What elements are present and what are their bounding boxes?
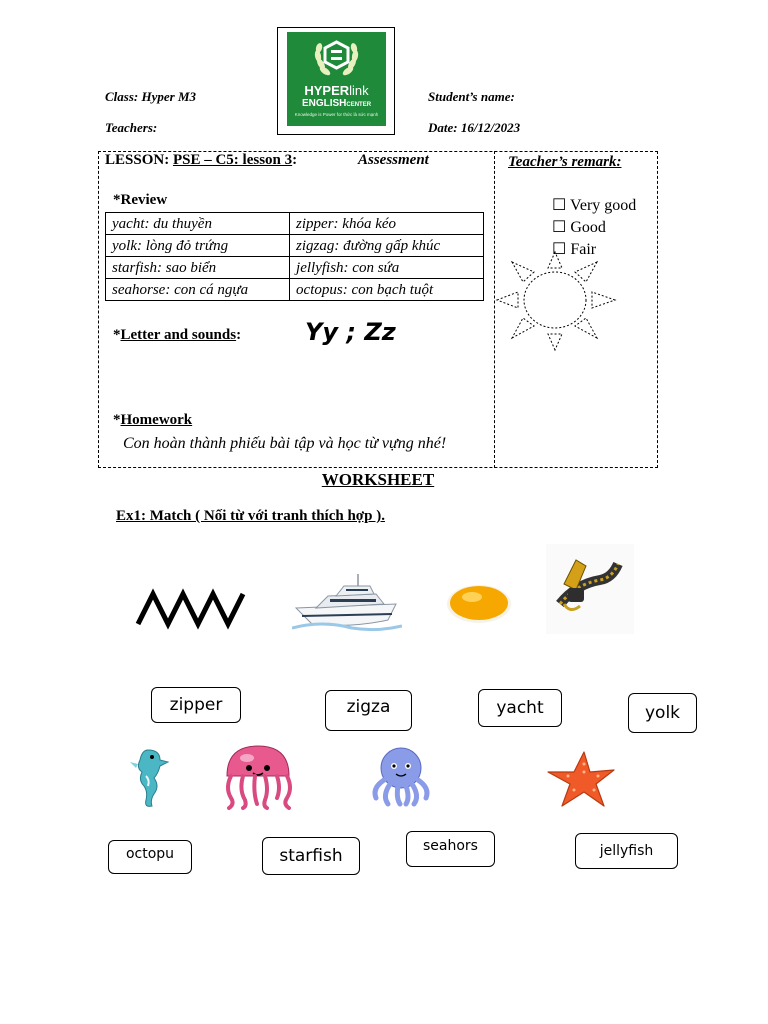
word-box-starfish[interactable]: starfish (262, 837, 360, 875)
sun-icon (494, 246, 618, 356)
letters-value: Yy ; Zz (305, 318, 396, 346)
worksheet-title: WORKSHEET (321, 470, 435, 489)
vocab-cell: seahorse: con cá ngựa (106, 279, 290, 301)
jellyfish-image (219, 742, 297, 810)
zigzag-image (135, 588, 247, 630)
vocab-cell: zipper: khóa kéo (290, 213, 484, 235)
lesson-type: Assessment (358, 152, 429, 168)
review-heading: *Review (113, 192, 168, 208)
table-row (106, 213, 484, 235)
word-box-zigza[interactable]: zigza (325, 690, 412, 731)
student-name-line: Student’s name: (428, 89, 515, 104)
vocab-cell: octopus: con bạch tuột (290, 279, 484, 301)
logo-brand: HYPERlink (304, 83, 369, 98)
vocab-cell: zigzag: đường gấp khúc (290, 235, 484, 257)
starfish-image (544, 750, 618, 810)
word-box-seahors[interactable]: seahors (406, 831, 495, 867)
yacht-image (292, 568, 402, 634)
word-box-zipper[interactable]: zipper (151, 687, 241, 723)
teacher-remark-heading: Teacher’s remark: (508, 154, 622, 170)
vocab-cell: jellyfish: con sứa (290, 257, 484, 279)
zipper-image (546, 544, 634, 634)
logo-tagline: Knowledge is Power for thức là sức mạnh (294, 112, 379, 117)
letters-label: *Letter and sounds: (113, 327, 242, 343)
octopus-image (368, 744, 434, 808)
word-box-octopu[interactable]: octopu (108, 840, 192, 874)
lesson-title: LESSON: PSE – C5: lesson 3: (105, 152, 298, 168)
word-box-yacht[interactable]: yacht (478, 689, 562, 727)
remark-option-fair[interactable]: ☐ Fair (552, 241, 597, 258)
remark-option-good[interactable]: ☐ Good (552, 219, 606, 236)
table-row (106, 279, 484, 301)
exercise-instruction: Ex1: Match ( Nối từ với tranh thích hợp ). (116, 508, 385, 524)
homework-label: *Homework (113, 412, 193, 428)
table-row (106, 257, 484, 279)
date-line: Date: 16/12/2023 (428, 120, 521, 135)
word-box-yolk[interactable]: yolk (628, 693, 697, 733)
homework-text: Con hoàn thành phiếu bài tập và học từ vựng nhé! (123, 435, 447, 452)
class-line: Class: Hyper M3 (105, 89, 196, 104)
laurel-icon (287, 34, 386, 84)
teachers-line: Teachers: (105, 120, 158, 135)
word-box-jellyfish[interactable]: jellyfish (575, 833, 678, 869)
vocab-table (105, 212, 484, 301)
vocab-cell: yacht: du thuyền (106, 213, 290, 235)
table-row (106, 235, 484, 257)
logo-subtitle: ENGLISHCENTER (301, 98, 372, 109)
logo-background (287, 32, 386, 126)
remark-option-very-good[interactable]: ☐ Very good (552, 197, 637, 214)
vocab-cell: starfish: sao biển (106, 257, 290, 279)
vocab-cell: yolk: lòng đỏ trứng (106, 235, 290, 257)
yolk-image (444, 580, 514, 626)
logo (277, 27, 395, 135)
seahorse-image (124, 746, 170, 810)
